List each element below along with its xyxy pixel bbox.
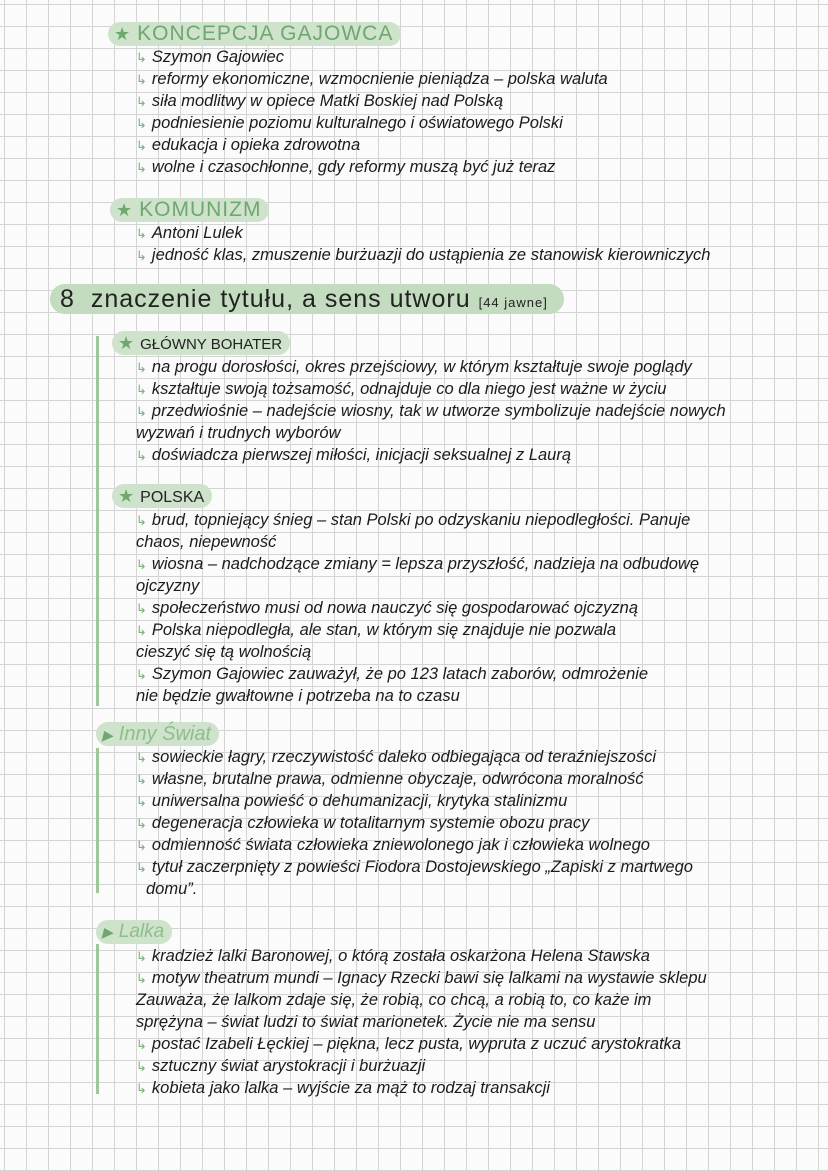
section-divider-bar	[96, 748, 99, 893]
section-title-gajowiec: ★ KONCEPCJA GAJOWCA	[108, 22, 401, 46]
list-item: ↳ Szymon Gajowiec	[136, 48, 284, 66]
arrow-bullet-icon: ↳	[136, 448, 147, 463]
list-item: ↳ wolne i czasochłonne, gdy reformy muszą być już teraz	[136, 158, 556, 176]
arrow-bullet-icon: ↳	[136, 513, 147, 528]
list-item: ↳ reformy ekonomiczne, wzmocnienie pieniądza – polska waluta	[136, 70, 608, 88]
arrow-bullet-icon: ↳	[136, 557, 147, 572]
arrow-bullet-icon: ↳	[136, 794, 147, 809]
section-title-lalka: ▶ Lalka	[96, 920, 172, 944]
star-icon: ★	[116, 200, 134, 220]
section-komunizm-list	[136, 222, 710, 266]
arrow-bullet-icon: ↳	[136, 949, 147, 964]
list-item-continuation: cieszyć się tą wolnością	[136, 643, 312, 661]
list-item: ↳ Polska niepodległa, ale stan, w którym się znajduje nie pozwala	[136, 621, 617, 639]
list-item-continuation: wyzwań i trudnych wyborów	[136, 424, 341, 442]
arrow-bullet-icon: ↳	[136, 138, 147, 153]
list-item: ↳ Antoni Lulek	[136, 224, 243, 242]
arrow-bullet-icon: ↳	[136, 50, 147, 65]
list-item: ↳ kobieta jako lalka – wyjście za mąż to rodzaj transakcji	[136, 1079, 550, 1097]
arrow-bullet-icon: ↳	[136, 94, 147, 109]
list-item: ↳ edukacja i opieka zdrowotna	[136, 136, 361, 154]
arrow-bullet-icon: ↳	[136, 816, 147, 831]
list-item: ↳ kradzież lalki Baronowej, o którą została oskarżona Helena Stawska	[136, 947, 650, 965]
arrow-bullet-icon: ↳	[136, 623, 147, 638]
section-divider-bar	[96, 944, 99, 1094]
list-item: ↳ sowieckie łagry, rzeczywistość daleko odbiegająca od teraźniejszości	[136, 748, 657, 766]
list-item: ↳ postać Izabeli Łęckiej – piękna, lecz pusta, wypruta z uczuć arystokratka	[136, 1035, 682, 1053]
list-item: ↳ sztuczny świat arystokracji i burżuazji	[136, 1057, 426, 1075]
arrow-bullet-icon: ↳	[136, 667, 147, 682]
arrow-bullet-icon: ↳	[136, 838, 147, 853]
list-item-continuation: ojczyzny	[136, 577, 200, 595]
arrow-bullet-icon: ↳	[136, 971, 147, 986]
section-polska-list	[136, 509, 699, 707]
list-item-continuation: chaos, niepewność	[136, 533, 277, 551]
list-item: ↳ tytuł zaczerpnięty z powieści Fiodora Dostojewskiego „Zapiski z martwego	[136, 858, 693, 876]
section-lalka-list	[136, 945, 707, 1099]
section-gajowiec-list	[136, 46, 608, 178]
section-bohater-list	[136, 356, 726, 466]
list-item-continuation: Zauważa, że lalkom zdaje się, że robią, co chcą, a robią to, co każe im	[136, 991, 652, 1009]
section-inny-swiat-list	[136, 746, 693, 900]
arrow-bullet-icon: ↳	[136, 601, 147, 616]
arrow-bullet-icon: ↳	[136, 1081, 147, 1096]
section-divider-bar	[96, 336, 99, 706]
list-item: ↳ siła modlitwy w opiece Matki Boskiej nad Polską	[136, 92, 504, 110]
list-item-continuation: domu”.	[146, 880, 198, 898]
arrow-bullet-icon: ↳	[136, 382, 147, 397]
list-item: ↳ kształtuje swoją tożsamość, odnajduje co dla niego jest ważne w życiu	[136, 380, 667, 398]
arrow-bullet-icon: ↳	[136, 772, 147, 787]
arrow-bullet-icon: ↳	[136, 860, 147, 875]
triangle-icon: ▶	[102, 727, 113, 743]
list-item: ↳ Szymon Gajowiec zauważył, że po 123 latach zaborów, odmrożenie	[136, 665, 649, 683]
arrow-bullet-icon: ↳	[136, 1037, 147, 1052]
triangle-icon: ▶	[102, 924, 113, 940]
star-icon: ★	[114, 24, 132, 44]
list-item: ↳ brud, topniejący śnieg – stan Polski po odzyskaniu niepodległości. Panuje	[136, 511, 691, 529]
section-title-inny-swiat: ▶ Inny Świat	[96, 722, 219, 746]
arrow-bullet-icon: ↳	[136, 72, 147, 87]
list-item: ↳ własne, brutalne prawa, odmienne obyczaje, odwrócona moralność	[136, 770, 644, 788]
arrow-bullet-icon: ↳	[136, 360, 147, 375]
arrow-bullet-icon: ↳	[136, 1059, 147, 1074]
list-item: ↳ motyw theatrum mundi – Ignacy Rzecki bawi się lalkami na wystawie sklepu	[136, 969, 707, 987]
list-item: ↳ na progu dorosłości, okres przejściowy, w którym kształtuje swoje poglądy	[136, 358, 692, 376]
chapter-heading: 8 znaczenie tytułu, a sens utworu [44 jawne]	[50, 284, 564, 314]
arrow-bullet-icon: ↳	[136, 248, 147, 263]
list-item: ↳ wiosna – nadchodzące zmiany = lepsza przyszłość, nadzieja na odbudowę	[136, 555, 700, 573]
list-item: ↳ odmienność świata człowieka zniewolonego jak i człowieka wolnego	[136, 836, 650, 854]
section-title-polska: ★ POLSKA	[112, 484, 212, 508]
arrow-bullet-icon: ↳	[136, 116, 147, 131]
list-item: ↳ uniwersalna powieść o dehumanizacji, krytyka stalinizmu	[136, 792, 568, 810]
star-icon: ★	[118, 333, 135, 353]
list-item: ↳ degeneracja człowieka w totalitarnym systemie obozu pracy	[136, 814, 590, 832]
section-title-bohater: ★ GŁÓWNY BOHATER	[112, 331, 290, 355]
list-item: ↳ doświadcza pierwszej miłości, inicjacji seksualnej z Laurą	[136, 446, 571, 464]
arrow-bullet-icon: ↳	[136, 160, 147, 175]
star-icon: ★	[118, 486, 135, 506]
arrow-bullet-icon: ↳	[136, 750, 147, 765]
arrow-bullet-icon: ↳	[136, 404, 147, 419]
arrow-bullet-icon: ↳	[136, 226, 147, 241]
list-item: ↳ podniesienie poziomu kulturalnego i oświatowego Polski	[136, 114, 563, 132]
list-item-continuation: nie będzie gwałtowne i potrzeba na to czasu	[136, 687, 460, 705]
list-item: ↳ społeczeństwo musi od nowa nauczyć się gospodarować ojczyzną	[136, 599, 638, 617]
list-item-continuation: sprężyna – świat ludzi to świat marionetek. Życie nie ma sensu	[136, 1013, 596, 1031]
section-title-komunizm: ★ KOMUNIZM	[110, 198, 269, 222]
list-item: ↳ jedność klas, zmuszenie burżuazji do ustąpienia ze stanowisk kierowniczych	[136, 246, 711, 264]
list-item: ↳ przedwiośnie – nadejście wiosny, tak w utworze symbolizuje nadejście nowych	[136, 402, 726, 420]
